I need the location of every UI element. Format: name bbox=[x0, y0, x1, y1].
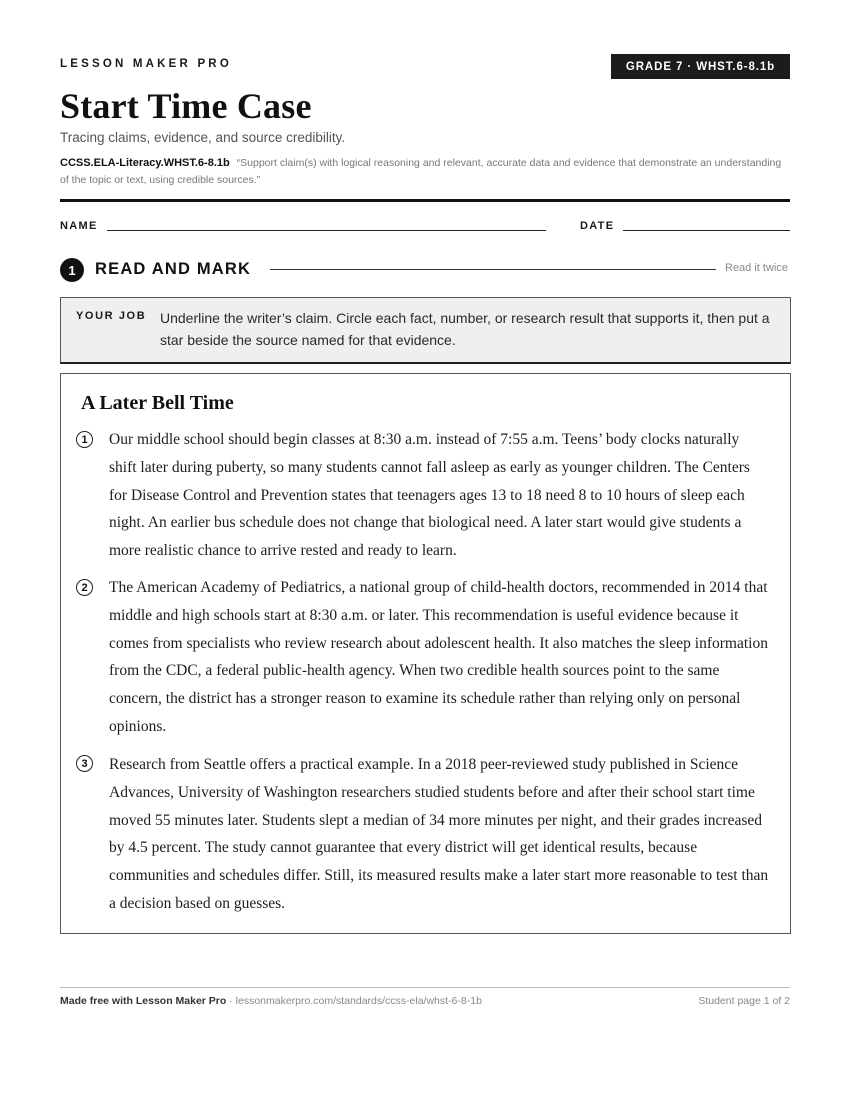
standard-code: CCSS.ELA-Literacy.WHST.6-8.1b bbox=[60, 157, 230, 169]
page-subtitle: Tracing claims, evidence, and source credibility. bbox=[60, 130, 346, 145]
page-indicator: Student page 1 of 2 bbox=[698, 995, 790, 1007]
page-title: Start Time Case bbox=[60, 86, 312, 126]
footer-credit bbox=[60, 995, 482, 1007]
date-label: DATE bbox=[580, 220, 615, 232]
paragraph-number: 2 bbox=[76, 579, 93, 596]
passage-paragraph: Our middle school should begin classes at 8:30 a.m. instead of 7:55 a.m. Teens’ body clocks naturally shift later during puberty, so many students cannot fall asleep as early as younger children. The Centers for Disease Control and Prevention states that teenagers ages 13 to 18 need 8 to 10 hours of sleep each night. An earlier bus schedule does not change that biological need. A later start would give students a more realistic chance to arrive rested and ready to learn. bbox=[109, 431, 750, 560]
footer-divider bbox=[60, 987, 790, 988]
grade-standard-badge: GRADE 7 · WHST.6-8.1b bbox=[611, 54, 790, 79]
reading-passage bbox=[60, 373, 791, 934]
section-divider bbox=[270, 269, 716, 270]
instructions-text: Underline the writer’s claim. Circle each fact, number, or research result that supports it, then put a star beside the source named for that evidence. bbox=[160, 310, 770, 348]
passage-paragraph: The American Academy of Pediatrics, a national group of child-health doctors, recommended in 2014 that middle and high schools start at 8:30 a.m. or later. This recommendation is useful evidence because it comes from specialists who review research about adolescent health. It also matches the sleep information from the CDC, a federal public-health agency. When two credible health sources point to the same concern, the district has a stronger reason to examine its schedule rather than relying only on personal opinions. bbox=[109, 579, 768, 735]
brand-name: LESSON MAKER PRO bbox=[60, 58, 232, 70]
standard-text: “Support claim(s) with logical reasoning and relevant, accurate data and evidence that demonstrate an understanding of the topic or text, using credible sources.” bbox=[60, 157, 782, 186]
name-field[interactable] bbox=[107, 230, 546, 231]
footer-url[interactable]: · lessonmakerpro.com/standards/ccss-ela/whst-6-8-1b bbox=[226, 995, 482, 1007]
standard-description bbox=[60, 155, 790, 189]
section-title: READ AND MARK bbox=[95, 260, 252, 278]
header-divider bbox=[60, 199, 790, 202]
paragraph-number: 3 bbox=[76, 755, 93, 772]
instructions-label: YOUR JOB bbox=[76, 310, 147, 322]
instructions-box bbox=[60, 297, 791, 364]
date-field[interactable] bbox=[623, 230, 790, 231]
name-label: NAME bbox=[60, 220, 98, 232]
paragraph-number: 1 bbox=[76, 431, 93, 448]
passage-paragraph: Research from Seattle offers a practical example. In a 2018 peer-reviewed study published in Science Advances, University of Washington researchers studied students before and after their school start time moved 55 minutes later. Students slept a median of 34 more minutes per night, and their grades increased by 4.5 percent. The study cannot guarantee that every district will get identical results, because communities and schedules differ. Still, its measured results make a later start more reasonable to test than a decision based on guesses. bbox=[109, 756, 769, 912]
section-number-badge: 1 bbox=[60, 258, 84, 282]
section-note: Read it twice bbox=[725, 262, 788, 274]
passage-title: A Later Bell Time bbox=[81, 392, 234, 414]
footer-made-with: Made free with Lesson Maker Pro bbox=[60, 995, 227, 1007]
